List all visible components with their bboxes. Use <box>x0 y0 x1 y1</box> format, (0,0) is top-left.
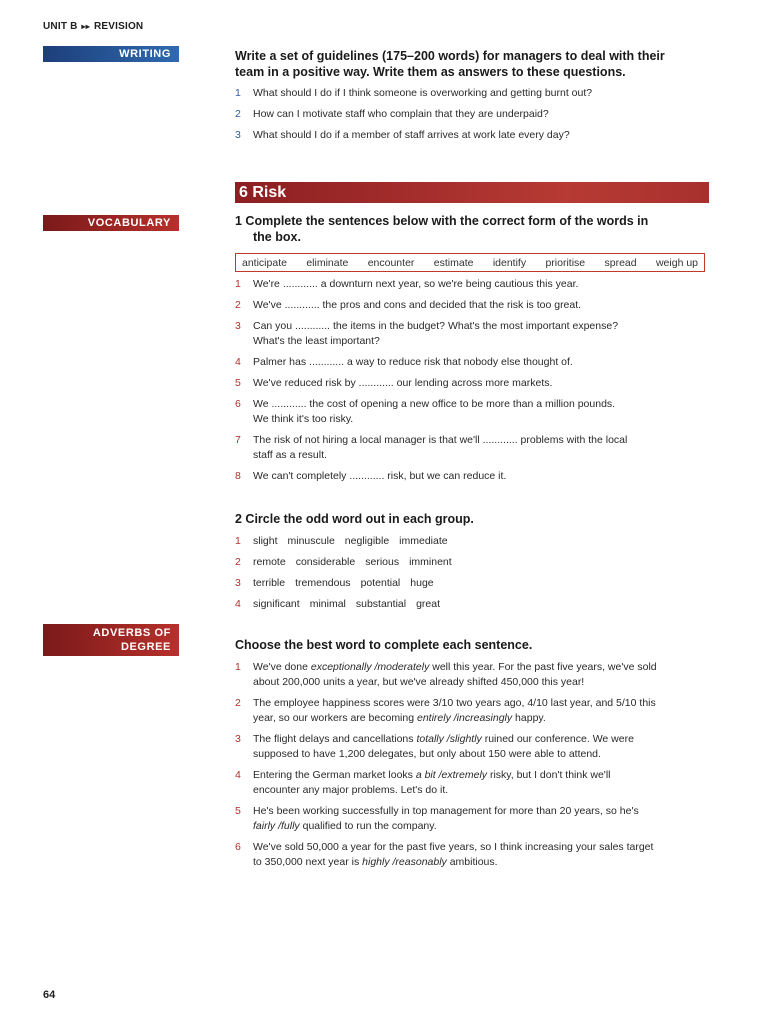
word-box-item: anticipate <box>242 256 287 269</box>
item-text-line2: We think it's too risky. <box>253 413 354 425</box>
item-number: 2 <box>235 697 241 709</box>
list-item <box>235 660 710 690</box>
page-number: 64 <box>43 989 56 1001</box>
item-choice: entirely /increasingly <box>417 712 513 724</box>
item-number: 1 <box>235 535 241 547</box>
word: serious <box>365 556 400 568</box>
section-title-bar <box>235 182 709 203</box>
item-number: 4 <box>235 598 241 610</box>
item-text: We've reduced risk by ............ our lending across more markets. <box>253 377 553 389</box>
writing-tab: WRITING <box>43 46 179 62</box>
word: great <box>416 598 441 610</box>
word: minuscule <box>287 535 335 547</box>
ex1-title-line1: 1 Complete the sentences below with the correct form of the words in <box>235 214 649 228</box>
item-text-line2: staff as a result. <box>253 449 327 461</box>
item-text: happy. <box>512 712 546 724</box>
item-number: 5 <box>235 805 241 817</box>
item-text: We ............ the cost of opening a new office to be more than a million pounds. <box>253 398 616 410</box>
item-text: ambitious. <box>446 856 498 868</box>
word-box-item: prioritise <box>545 256 586 269</box>
section-label: REVISION <box>93 21 144 32</box>
item-text: Entering the German market looks <box>253 769 416 781</box>
item-choice: fairly /fully <box>253 820 300 832</box>
word: tremendous <box>295 577 351 589</box>
list-item <box>235 128 710 143</box>
writing-questions <box>235 86 710 143</box>
word: potential <box>360 577 401 589</box>
item-choice: highly /reasonably <box>362 856 447 868</box>
list-item <box>235 107 710 122</box>
item-text: What should I do if a member of staff arrives at work late every day? <box>253 129 570 141</box>
item-number: 5 <box>235 377 241 389</box>
item-text: risky, but I don't think we'll <box>487 769 611 781</box>
word: significant <box>253 598 300 610</box>
item-text: Palmer has ............ a way to reduce risk that nobody else thought of. <box>253 356 573 368</box>
writing-title-line2: team in a positive way. Write them as answers to these questions. <box>235 65 626 79</box>
exercise-2-items <box>235 534 710 612</box>
word: considerable <box>295 556 356 568</box>
word: minimal <box>309 598 346 610</box>
item-text: We've ............ the pros and cons and decided that the risk is too great. <box>253 299 582 311</box>
item-text-line2: What's the least important? <box>253 335 380 347</box>
item-number: 3 <box>235 577 241 589</box>
item-text: about 200,000 units a year, but we've already shifted 450,000 this year! <box>253 676 585 688</box>
item-text: year, so our workers are becoming <box>253 712 417 724</box>
list-item <box>235 355 710 370</box>
item-text: We're ............ a downturn next year, so we're being cautious this year. <box>253 278 579 290</box>
word: huge <box>410 577 434 589</box>
item-number: 1 <box>235 87 241 99</box>
exercise-3-title: Choose the best word to complete each sentence. <box>235 638 533 652</box>
item-choice: a bit /extremely <box>415 769 488 781</box>
item-number: 3 <box>235 320 241 332</box>
writing-task <box>235 48 710 143</box>
item-text: supposed to have 1,200 delegates, but only about 150 were able to attend. <box>253 748 601 760</box>
list-item <box>235 86 710 101</box>
item-number: 3 <box>235 129 241 141</box>
item-number: 1 <box>235 661 241 673</box>
writing-title-line1: Write a set of guidelines (175–200 words) for managers to deal with their <box>235 49 665 63</box>
word-box-item: encounter <box>367 256 415 269</box>
word: terrible <box>253 577 286 589</box>
item-choice: exceptionally /moderately <box>310 661 430 673</box>
item-number: 1 <box>235 278 241 290</box>
word-box-item: identify <box>492 256 527 269</box>
item-text: ruined our conference. We were <box>481 733 634 745</box>
word: negligible <box>344 535 390 547</box>
item-number: 4 <box>235 356 241 368</box>
word-box-item: eliminate <box>306 256 349 269</box>
exercise-1-title <box>235 213 710 245</box>
list-item <box>235 576 710 591</box>
list-item <box>235 298 710 313</box>
word: remote <box>253 556 286 568</box>
item-number: 4 <box>235 769 241 781</box>
list-item <box>235 319 710 349</box>
unit-header <box>43 21 143 32</box>
word: slight <box>253 535 278 547</box>
word-box <box>235 253 705 272</box>
list-item <box>235 376 710 391</box>
item-text: What should I do if I think someone is overworking and getting burnt out? <box>253 87 593 99</box>
item-number: 6 <box>235 398 241 410</box>
item-text: to 350,000 next year is <box>253 856 363 868</box>
item-text: We've sold 50,000 a year for the past five years, so I think increasing your sales target <box>253 841 654 853</box>
exercise-3-items <box>235 660 710 870</box>
item-text: encounter any major problems. Let's do it. <box>253 784 449 796</box>
word: imminent <box>409 556 452 568</box>
list-item <box>235 397 710 427</box>
list-item <box>235 768 710 798</box>
item-number: 2 <box>235 556 241 568</box>
item-choice: totally /slightly <box>416 733 482 745</box>
list-item <box>235 555 710 570</box>
adverbs-tab-line2: DEGREE <box>120 641 171 653</box>
section-title: 6 Risk <box>239 184 287 201</box>
list-item <box>235 534 710 549</box>
adverbs-of-degree-tab <box>43 624 179 656</box>
vocabulary-tab: VOCABULARY <box>43 215 179 231</box>
list-item <box>235 804 710 834</box>
word-box-item: weigh up <box>655 256 698 269</box>
item-text: He's been working successfully in top management for more than 20 years, so he's <box>253 805 639 817</box>
word: immediate <box>399 535 448 547</box>
item-text: We've done <box>253 661 311 673</box>
list-item <box>235 696 710 726</box>
adverbs-tab-line1: ADVERBS OF <box>92 627 171 639</box>
item-number: 7 <box>235 434 241 446</box>
arrow-icon: ▸▸ <box>81 22 90 31</box>
item-text: We can't completely ............ risk, but we can reduce it. <box>253 470 507 482</box>
item-number: 8 <box>235 470 241 482</box>
list-item <box>235 277 710 292</box>
item-text: The risk of not hiring a local manager is that we'll ............ problems with the local <box>253 434 628 446</box>
item-text: How can I motivate staff who complain that they are underpaid? <box>253 108 549 120</box>
item-number: 2 <box>235 108 241 120</box>
list-item <box>235 732 710 762</box>
list-item <box>235 433 710 463</box>
exercise-1-items <box>235 277 710 484</box>
ex1-title-line2: the box. <box>253 230 301 244</box>
writing-title <box>235 48 710 80</box>
list-item <box>235 840 710 870</box>
item-number: 2 <box>235 299 241 311</box>
word: substantial <box>355 598 407 610</box>
item-number: 3 <box>235 733 241 745</box>
item-text: The flight delays and cancellations <box>253 733 417 745</box>
item-number: 6 <box>235 841 241 853</box>
word-box-item: estimate <box>433 256 474 269</box>
list-item <box>235 597 710 612</box>
item-text: qualified to run the company. <box>299 820 437 832</box>
list-item <box>235 469 710 484</box>
item-text: well this year. For the past five years, we've sold <box>429 661 657 673</box>
item-text: Can you ............ the items in the budget? What's the most important expense? <box>253 320 619 332</box>
word-box-item: spread <box>604 256 637 269</box>
item-text: The employee happiness scores were 3/10 two years ago, 4/10 last year, and 5/10 this <box>253 697 656 709</box>
unit-label: UNIT B <box>43 21 78 32</box>
exercise-2-title: 2 Circle the odd word out in each group. <box>235 512 474 526</box>
